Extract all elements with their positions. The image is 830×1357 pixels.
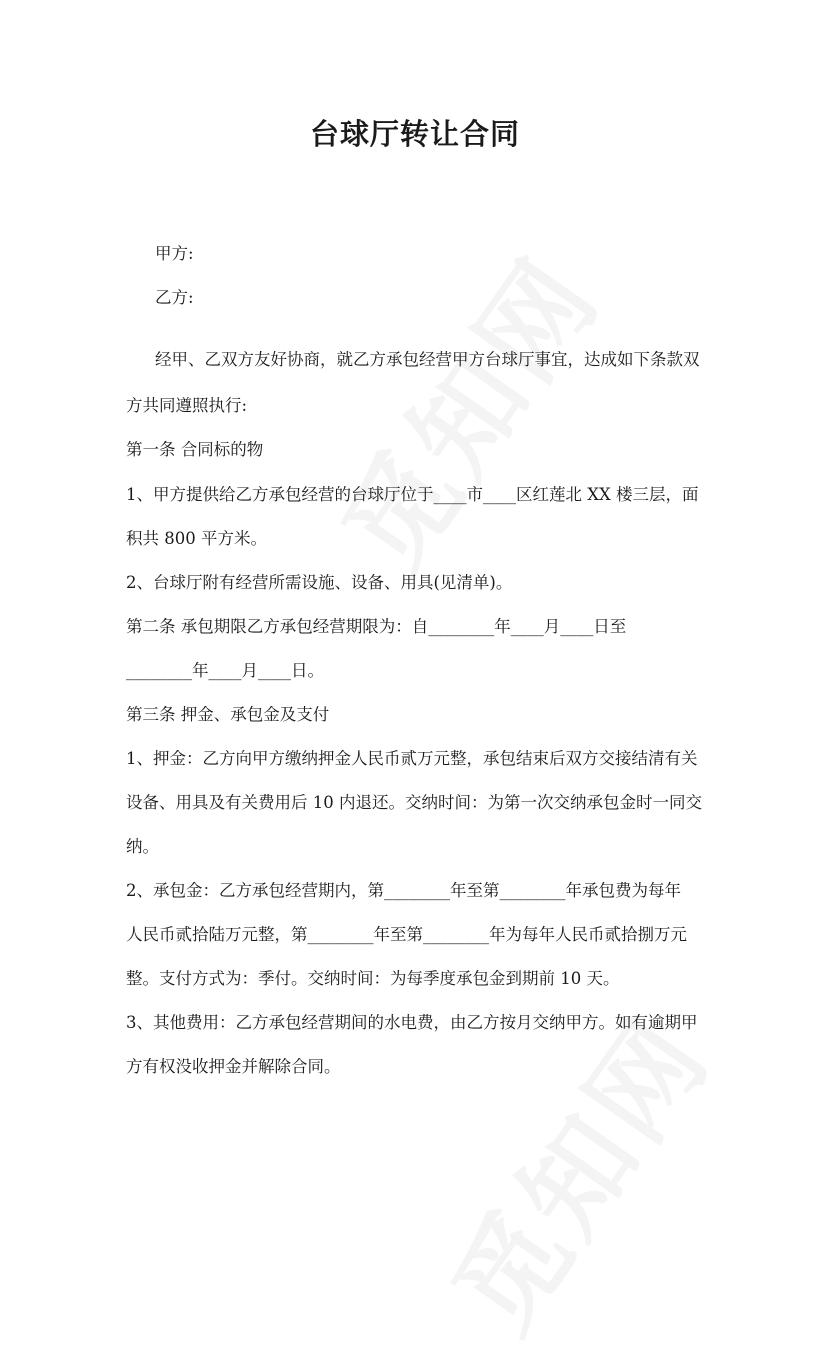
paragraph-line: 1、甲方提供给乙方承包经营的台球厅位于____市____区红莲北 XX 楼三层，面 [126,485,699,504]
party-b-label: 乙方: [155,288,194,307]
watermark-bottom [409,981,738,1357]
paragraph-line: 人民币贰拾陆万元整，第________年至第________年为每年人民币贰拾捌万元 [126,925,687,944]
paragraph-line: 方有权没收押金并解除合同。 [126,1057,341,1076]
paragraph-line: ________年____月____日。 [126,661,324,680]
article-heading: 第二条 承包期限乙方承包经营期限为：自________年____月____日至 [126,617,627,636]
paragraph-line: 1、押金：乙方向甲方缴纳押金人民币贰万元整，承包结束后双方交接结清有关 [126,749,698,768]
article-heading: 第三条 押金、承包金及支付 [126,705,330,724]
paragraph-line: 设备、用具及有关费用后 10 内退还。交纳时间：为第一次交纳承包金时一同交 [126,793,702,812]
article-heading: 第一条 合同标的物 [126,440,264,459]
paragraph-line: 积共 800 平方米。 [126,529,267,548]
paragraph-line: 2、承包金：乙方承包经营期内，第________年至第________年承包费为每年 [126,881,681,900]
paragraph-line: 经甲、乙双方友好协商，就乙方承包经营甲方台球厅事宜，达成如下条款双 [155,350,700,369]
paragraph-line: 纳。 [126,837,159,856]
paragraph-line: 方共同遵照执行: [126,396,248,415]
party-a-label: 甲方: [155,244,194,263]
watermark [299,221,628,597]
paragraph-line: 2、台球厅附有经营所需设施、设备、用具(见清单)。 [126,573,513,592]
document-title: 台球厅转让合同 [309,117,520,151]
paragraph-line: 3、其他费用：乙方承包经营期间的水电费，由乙方按月交纳甲方。如有逾期甲 [126,1013,698,1032]
paragraph-line: 整。支付方式为：季付。交纳时间：为每季度承包金到期前 10 天。 [126,969,620,988]
